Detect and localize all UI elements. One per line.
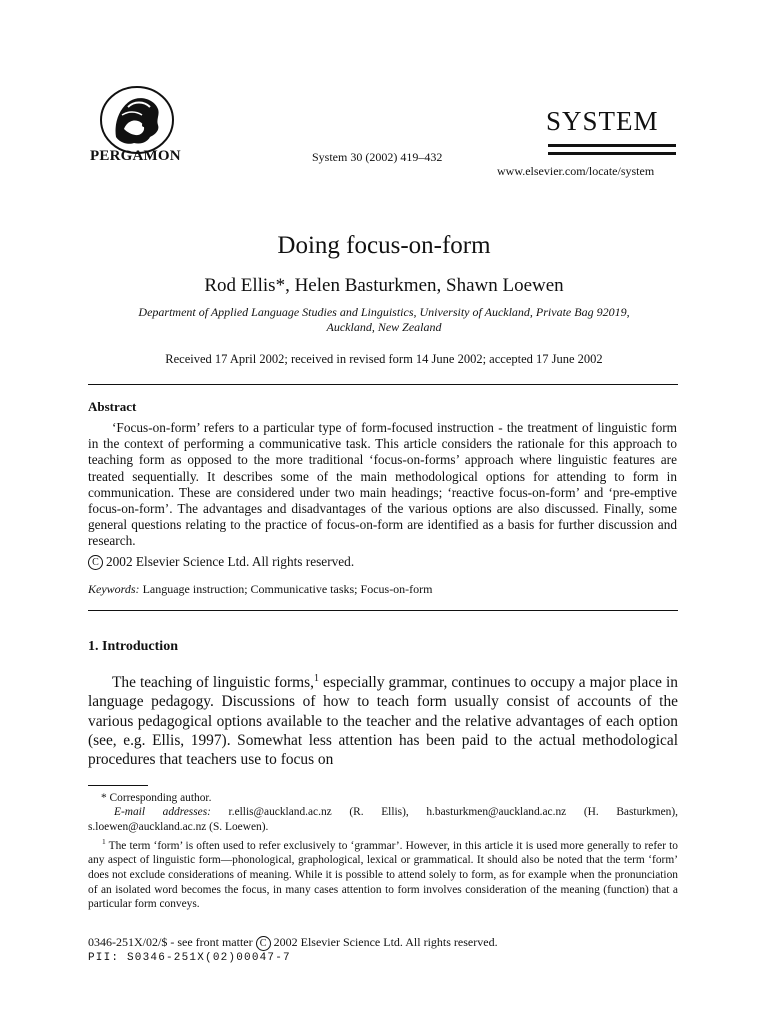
front-matter-copyright: 2002 Elsevier Science Ltd. All rights reserved. xyxy=(273,935,498,949)
abstract-heading: Abstract xyxy=(88,399,137,414)
intro-paragraph xyxy=(88,669,678,770)
email-list: r.ellis@auckland.ac.nz (R. Ellis), h.basturkmen@auckland.ac.nz (H. Basturkmen), s.loewen@auckland.ac.nz (S. Loewen). xyxy=(88,806,679,833)
abstract-copyright xyxy=(88,554,354,570)
footnote-mark: 1 xyxy=(102,837,106,846)
copyright-icon: C xyxy=(256,936,271,951)
corresponding-author-note: * Corresponding author. xyxy=(101,792,212,804)
journal-url[interactable]: www.elsevier.com/locate/system xyxy=(497,164,655,178)
affiliation-line: Department of Applied Language Studies and Linguistics, University of Auckland, Private Bag 92019, xyxy=(138,305,630,319)
article-title: Doing focus-on-form xyxy=(277,232,491,259)
pii-identifier: PII: S0346-251X(02)00047-7 xyxy=(88,952,291,964)
copyright-text: 2002 Elsevier Science Ltd. All rights reserved. xyxy=(106,554,355,569)
divider xyxy=(88,610,678,611)
footnote-1 xyxy=(88,835,678,912)
email-label: E-mail addresses: xyxy=(114,806,211,818)
section-heading: 1. Introduction xyxy=(88,639,178,654)
journal-title: SYSTEM xyxy=(546,106,659,136)
front-matter-line xyxy=(88,935,498,951)
intro-text: The teaching of linguistic forms, xyxy=(112,674,314,692)
intro-text: especially grammar, continues to occupy a major place in language pedagogy. Discussions of how to teach form usually consist of accounts of the various pedagogical options available to the teacher and the relative advantages of each option (see, e.g. Ellis, 1997). Somewhat less attention has been paid to the actual methodological procedures that teachers use to focus on xyxy=(88,674,678,769)
email-addresses xyxy=(88,805,678,834)
keywords-label: Keywords: xyxy=(88,582,140,596)
publisher-name: PERGAMON xyxy=(90,148,181,164)
footnote-text: The term ‘form’ is often used to refer exclusively to ‘grammar’. However, in this article it is used more generally to refer to any aspect of linguistic form—phonological, graphological, lexical or grammatical. It should also be noted that the term ‘form’ does not exclude considerations of meaning. While it is possible to attend solely to form, as for example when the pronunciation of an isolated word becomes the focus, in many cases attention to form involves consideration of the meaning (function) that a particular form conveys. xyxy=(88,839,678,911)
keywords-list: Language instruction; Communicative tasks; Focus-on-form xyxy=(142,582,433,596)
keywords xyxy=(88,582,433,597)
divider xyxy=(88,384,678,385)
pergamon-athena-head-icon xyxy=(98,85,176,155)
abstract-text: ‘Focus-on-form’ refers to a particular type of form-focused instruction - the treatment of linguistic form in the context of performing a communicative task. This article considers the rationale for this approach to teaching form as opposed to the more traditional ‘focus-on-forms’ approach where linguistic features are treated sequentially. It describes some of the main methodological options for attending to form in communication. These are considered under two main headings; ‘reactive focus-on-form’ and ‘pre-emptive focus-on-form’. The advantages and disadvantages of the various options are also discussed. Finally, some general questions relating to the practice of focus-on-form are identified as a basis for further discussion and research. xyxy=(88,420,677,549)
masthead-rule xyxy=(548,144,676,147)
front-matter-text: 0346-251X/02/$ - see front matter xyxy=(88,935,253,949)
footnote-divider xyxy=(88,785,148,786)
article-authors: Rod Ellis*, Helen Basturkmen, Shawn Loewen xyxy=(204,275,564,296)
received-dates: Received 17 April 2002; received in revised form 14 June 2002; accepted 17 June 2002 xyxy=(165,352,603,366)
copyright-icon: C xyxy=(88,555,103,570)
masthead-rule xyxy=(548,152,676,155)
journal-citation: System 30 (2002) 419–432 xyxy=(312,150,443,164)
footnote-ref[interactable]: 1 xyxy=(313,673,319,684)
author-affiliation xyxy=(95,305,673,335)
affiliation-line: Auckland, New Zealand xyxy=(326,320,442,334)
